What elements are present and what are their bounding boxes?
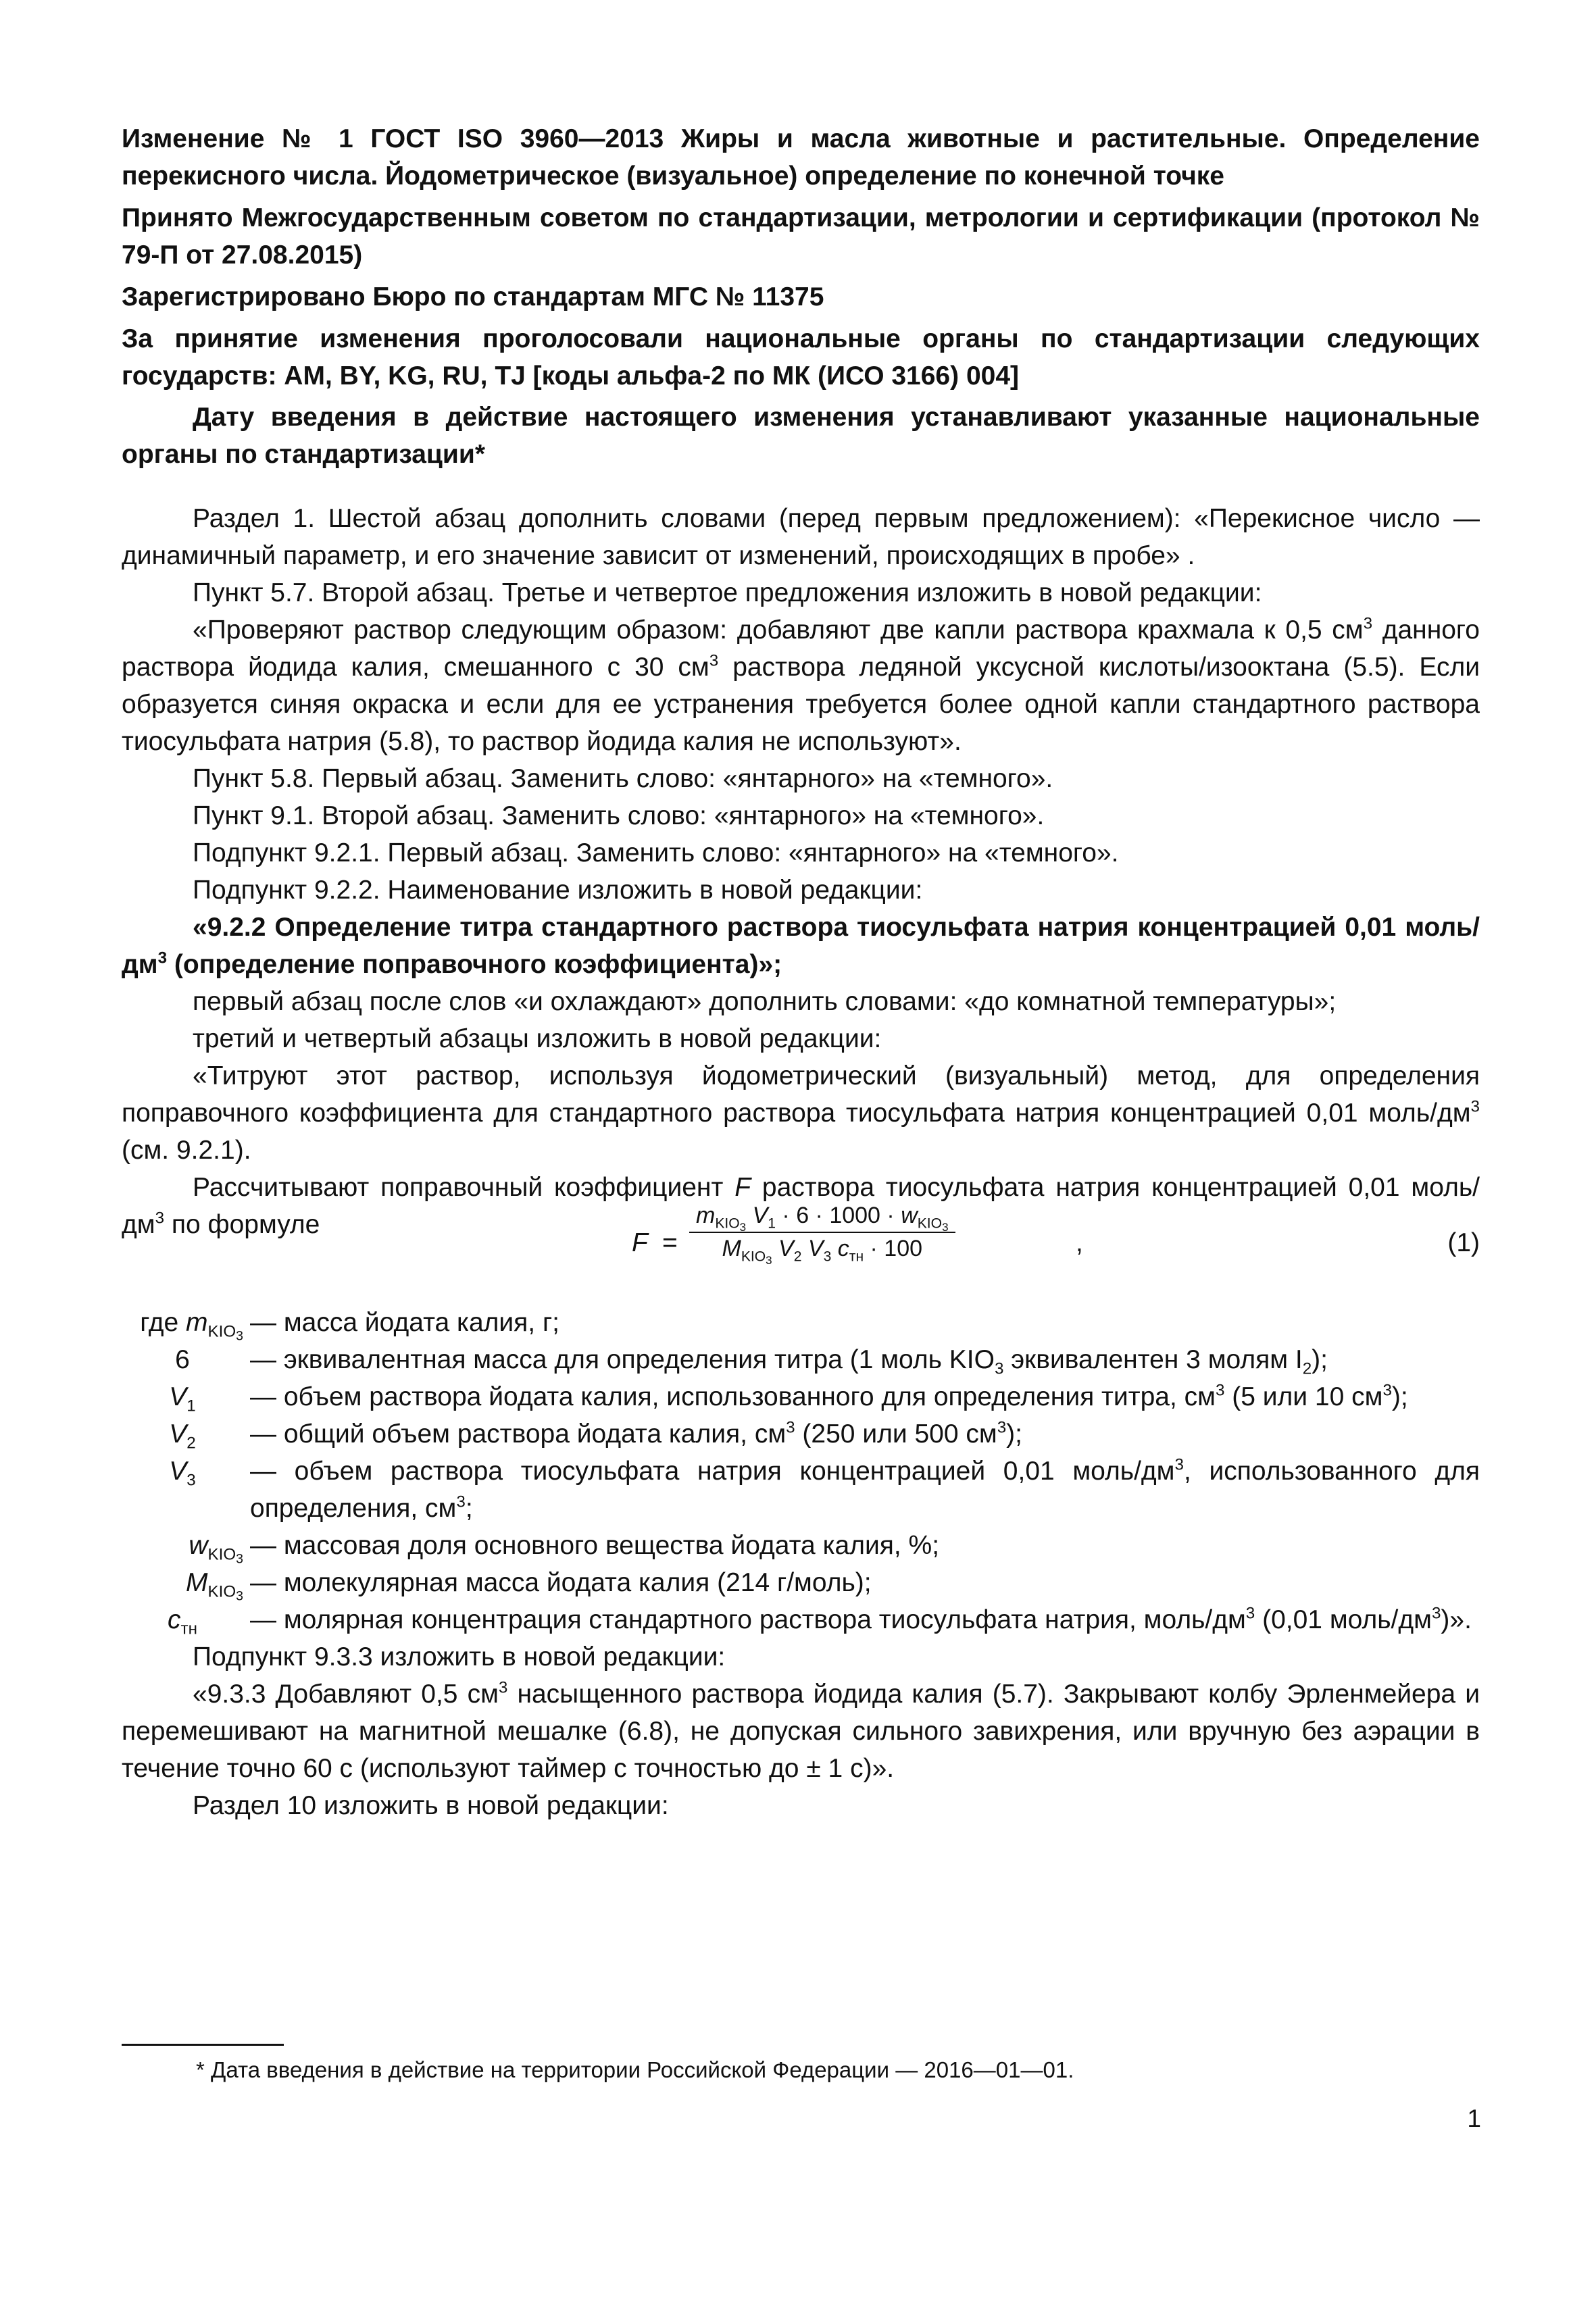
paragraph: Пункт 9.1. Второй абзац. Заменить слово: «янтарного» на «темного». <box>193 801 1045 830</box>
formula-equals: = <box>662 1228 678 1257</box>
definition-v3: $V_3$ — объем раствора тиосульфата натрия концентрацией 0,01 моль/$дм^3$, использованного для определения, $см^3$; <box>169 1455 1480 1523</box>
amendment-body <box>122 500 1480 1243</box>
paragraph: «Титруют этот раствор, используя йодометрический (визуальный) метод, для определения поправочного коэффициента для стандартного раствора тиосульфата натрия концентрацией 0,01 моль/$дм^3$ (см. 9.2.1). <box>122 1061 1480 1165</box>
formula-definitions <box>122 1304 1480 1824</box>
effective-date-note: Дату введения в действие настоящего изменения устанавливают указанные национальные органы по стандартизации* <box>122 403 1480 469</box>
formula-lhs: F <box>632 1228 648 1257</box>
paragraph: Рассчитывают поправочный коэффициент F раствора тиосульфата натрия концентрацией 0,01 моль/$дм^3$ по формуле <box>122 1173 1480 1239</box>
formula-comma: , <box>1076 1228 1083 1257</box>
formula-fraction <box>689 1203 955 1267</box>
definition-6: 6 — эквивалентная масса для определения титра (1 моль $KIO_3$ эквивалентен 3 молям $I_2$); <box>175 1345 1328 1378</box>
paragraph: Подпункт 9.2.1. Первый абзац. Заменить слово: «янтарного» на «темного». <box>193 838 1119 867</box>
footnote-divider <box>122 2044 284 2046</box>
paragraph: «Проверяют раствор следующим образом: добавляют две капли раствора крахмала к 0,5 $см^3$ данного раствора йодида калия, смешанного с 30 $см^3$ раствора ледяной уксусной кислоты/изооктана (5.5). Если образуется синяя окраска и если для ее устранения требуется более одной капли стандартного раствора тиосульфата натрия (5.8), то раствор йодида калия не используют». <box>122 614 1480 756</box>
paragraph: Подпункт 9.3.3 изложить в новой редакции: <box>193 1642 726 1671</box>
paragraph: Подпункт 9.2.2. Наименование изложить в новой редакции: <box>193 876 923 905</box>
paragraph: третий и четвертый абзацы изложить в новой редакции: <box>193 1024 882 1053</box>
definition-m: где $m_{KIO3}$ — масса йодата калия, г; <box>140 1308 560 1344</box>
section-heading-9-2-2: «9.2.2 Определение титра стандартного раствора тиосульфата натрия концентрацией 0,01 моль/$дм^3$ (определение поправочного коэффициента)»; <box>122 913 1480 979</box>
registered-note: Зарегистрировано Бюро по стандартам МГС № 11375 <box>122 282 824 311</box>
paragraph: Раздел 10 изложить в новой редакции: <box>193 1791 669 1820</box>
page-number: 1 <box>1467 2105 1481 2132</box>
definition-M: $M_{KIO3}$ — молекулярная масса йодата калия (214 г/моль); <box>186 1568 872 1604</box>
formula-number: (1) <box>1447 1228 1480 1257</box>
paragraph: Раздел 1. Шестой абзац дополнить словами (перед первым предложением): «Перекисное число — динамичный параметр, и его значение зависит от изменений, происходящих в пробе» . <box>122 504 1480 570</box>
adopted-note: Принято Межгосударственным советом по стандартизации, метрологии и сертификации (протокол № 79-П от 27.08.2015) <box>122 203 1480 270</box>
definition-c: $c_{тн}$ — молярная концентрация стандартного раствора тиосульфата натрия, моль/$дм^3$ (0,01 моль/$дм^3$)». <box>168 1604 1472 1638</box>
paragraph: Пункт 5.7. Второй абзац. Третье и четвертое предложения изложить в новой редакции: <box>193 578 1262 607</box>
paragraph: Пункт 5.8. Первый абзац. Заменить слово: «янтарного» на «темного». <box>193 764 1053 793</box>
formula-1 <box>122 1203 1480 1290</box>
paragraph: «9.3.3 Добавляют 0,5 $см^3$ насыщенного раствора йодида калия (5.7). Закрывают колбу Эрленмейера и перемешивают на магнитной мешалке (6.8), не допуская сильного завихрения, или вручную без аэрации в течение точно 60 с (используют таймер с точностью до ± 1 с)». <box>122 1678 1480 1783</box>
paragraph: первый абзац после слов «и охлаждают» дополнить словами: «до комнатной температуры»; <box>193 987 1337 1016</box>
footnote: * Дата введения в действие на территории Российской Федерации — 2016—01—01. <box>196 2057 1074 2082</box>
formula-denominator: $M_{KIO3}$ $V_2$ $V_3$ $c_{тн} \cdot 100$ <box>722 1236 923 1267</box>
definition-v2: $V_2$ — общий объем раствора йодата калия, $см^3$ (250 или 500 $см^3$); <box>169 1418 1022 1453</box>
amendment-title: Изменение № 1 ГОСТ ISO 3960—2013 Жиры и масла животные и растительные. Определение перекисного числа. Йодометрическое (визуальное) определение по конечной точке <box>122 124 1480 191</box>
formula-numerator: $m_{KIO3}$ $V_1 \cdot 6 \cdot 1000 \cdot w_{KIO3}$ <box>689 1203 955 1233</box>
definition-w: $w_{KIO3}$ — массовая доля основного вещества йодата калия, %; <box>189 1531 940 1567</box>
voted-note: За принятие изменения проголосовали национальные органы по стандартизации следующих государств: AM, BY, KG, RU, TJ [коды альфа-2 по МК (ИСО 3166) 004] <box>122 324 1480 391</box>
definition-v1: $V_1$ — объем раствора йодата калия, использованного для определения титра, $см^3$ (5 или 10 $см^3$); <box>169 1381 1408 1415</box>
